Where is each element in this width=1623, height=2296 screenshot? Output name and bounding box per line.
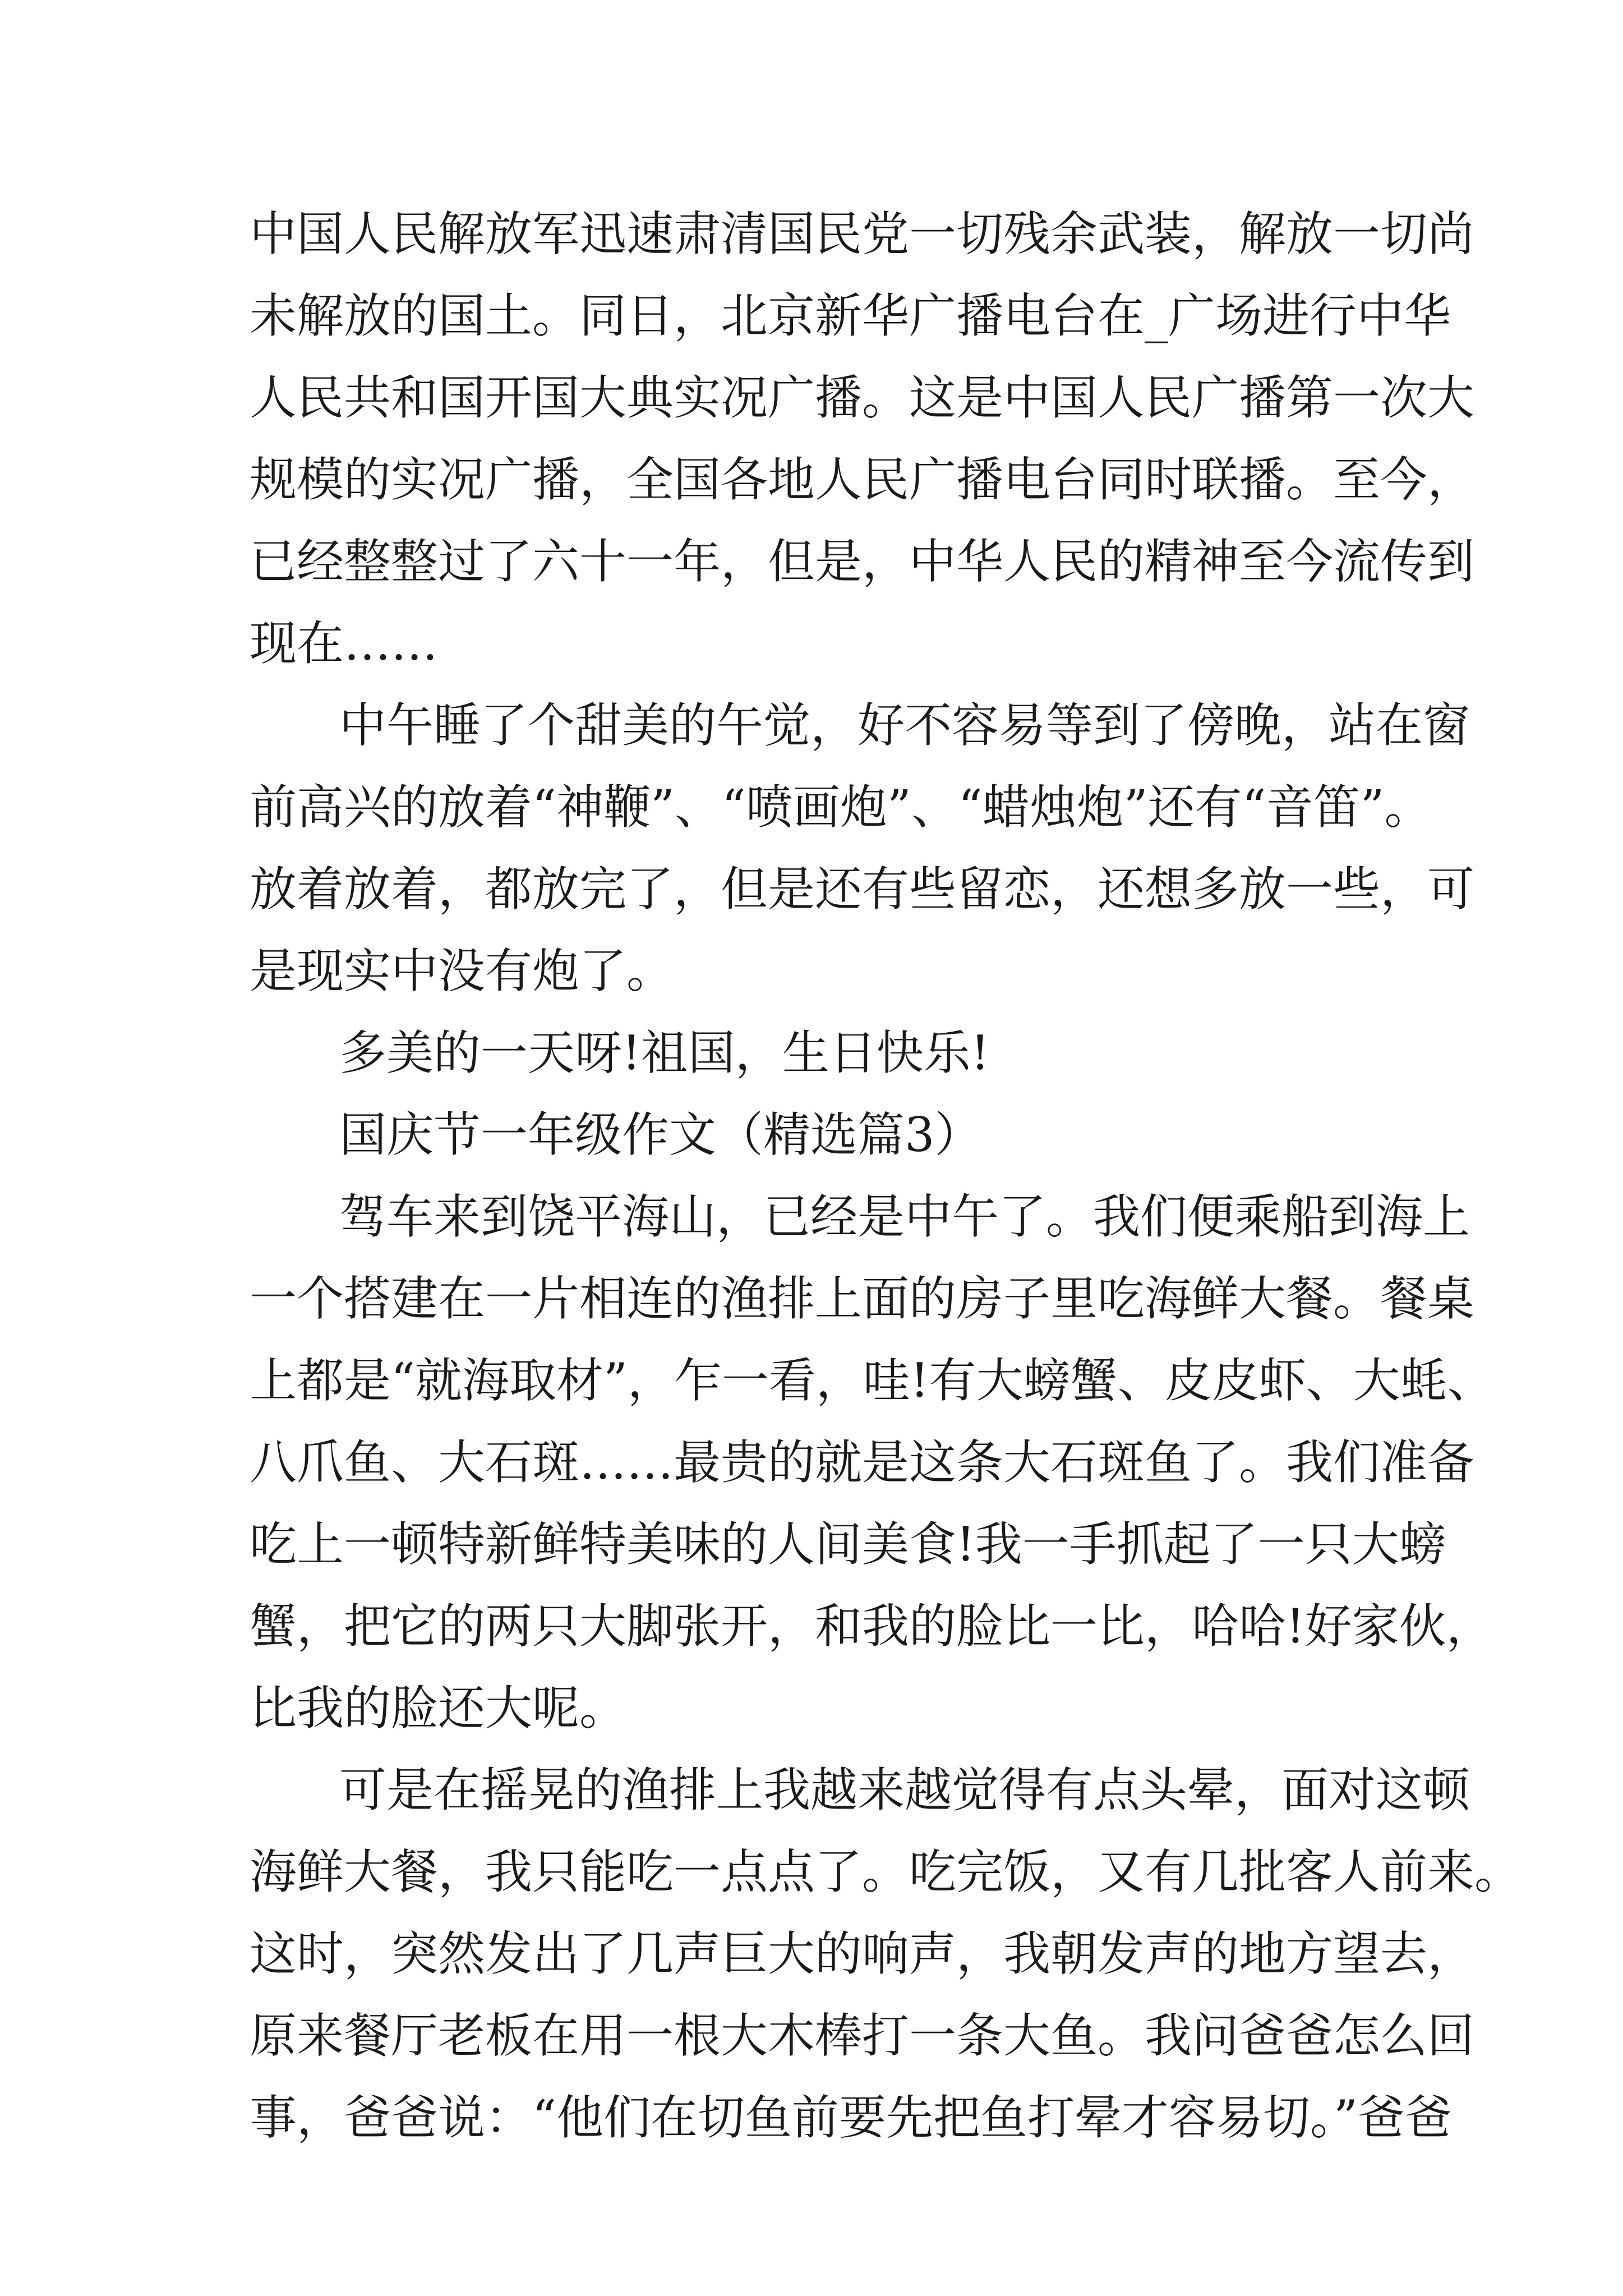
text-line: 现在…… [250,616,439,671]
text-line: 八爪鱼、大石斑……最贵的就是这条大石斑鱼了。我们准备 [250,1435,1475,1490]
paragraph-first-line: 可是在摇晃的渔排上我越来越觉得有点头晕，面对这顿 [339,1763,1470,1818]
text-line: 海鲜大餐，我只能吃一点点了。吃完饭，又有几批客人前来。 [250,1844,1522,1899]
text-line: 放着放着，都放完了，但是还有些留恋，还想多放一些，可 [250,862,1475,917]
text-line: 一个搭建在一片相连的渔排上面的房子里吃海鲜大餐。餐桌 [250,1271,1475,1326]
text-line: 上都是“就海取材”，乍一看，哇!有大螃蟹、皮皮虾、大蚝、 [250,1353,1495,1408]
text-line: 吃上一顿特新鲜特美味的人间美食!我一手抓起了一只大螃 [250,1517,1446,1572]
paragraph-first-line: 多美的一天呀!祖国，生日快乐! [339,1025,990,1080]
section-heading: 国庆节一年级作文（精选篇3） [339,1107,982,1162]
text-line: 是现实中没有炮了。 [250,944,674,999]
text-line: 前高兴的放着“神鞭”、“喷画炮”、“蜡烛炮”还有“音笛”。 [250,780,1432,835]
text-line: 蟹，把它的两只大脚张开，和我的脸比一比，哈哈!好家伙， [250,1599,1493,1654]
paragraph-first-line: 驾车来到饶平海山，已经是中午了。我们便乘船到海上 [339,1189,1470,1244]
text-line: 事，爸爸说：“他们在切鱼前要先把鱼打晕才容易切。”爸爸 [250,2090,1452,2145]
text-line: 规模的实况广播，全国各地人民广播电台同时联播。至今， [250,452,1475,507]
paragraph-first-line: 中午睡了个甜美的午觉，好不容易等到了傍晚，站在窗 [339,698,1470,753]
text-line: 未解放的国土。同日，北京新华广播电台在_广场进行中华 [250,288,1451,343]
text-line: 中国人民解放军迅速肃清国民党一切残余武装，解放一切尚 [250,206,1475,261]
text-line: 已经整整过了六十一年，但是，中华人民的精神至今流传到 [250,534,1475,589]
text-line: 原来餐厅老板在用一根大木棒打一条大鱼。我问爸爸怎么回 [250,2008,1475,2063]
text-line: 比我的脸还大呢。 [250,1681,627,1736]
text-line: 这时，突然发出了几声巨大的响声，我朝发声的地方望去， [250,1926,1475,1981]
text-line: 人民共和国开国大典实况广播。这是中国人民广播第一次大 [250,370,1475,425]
